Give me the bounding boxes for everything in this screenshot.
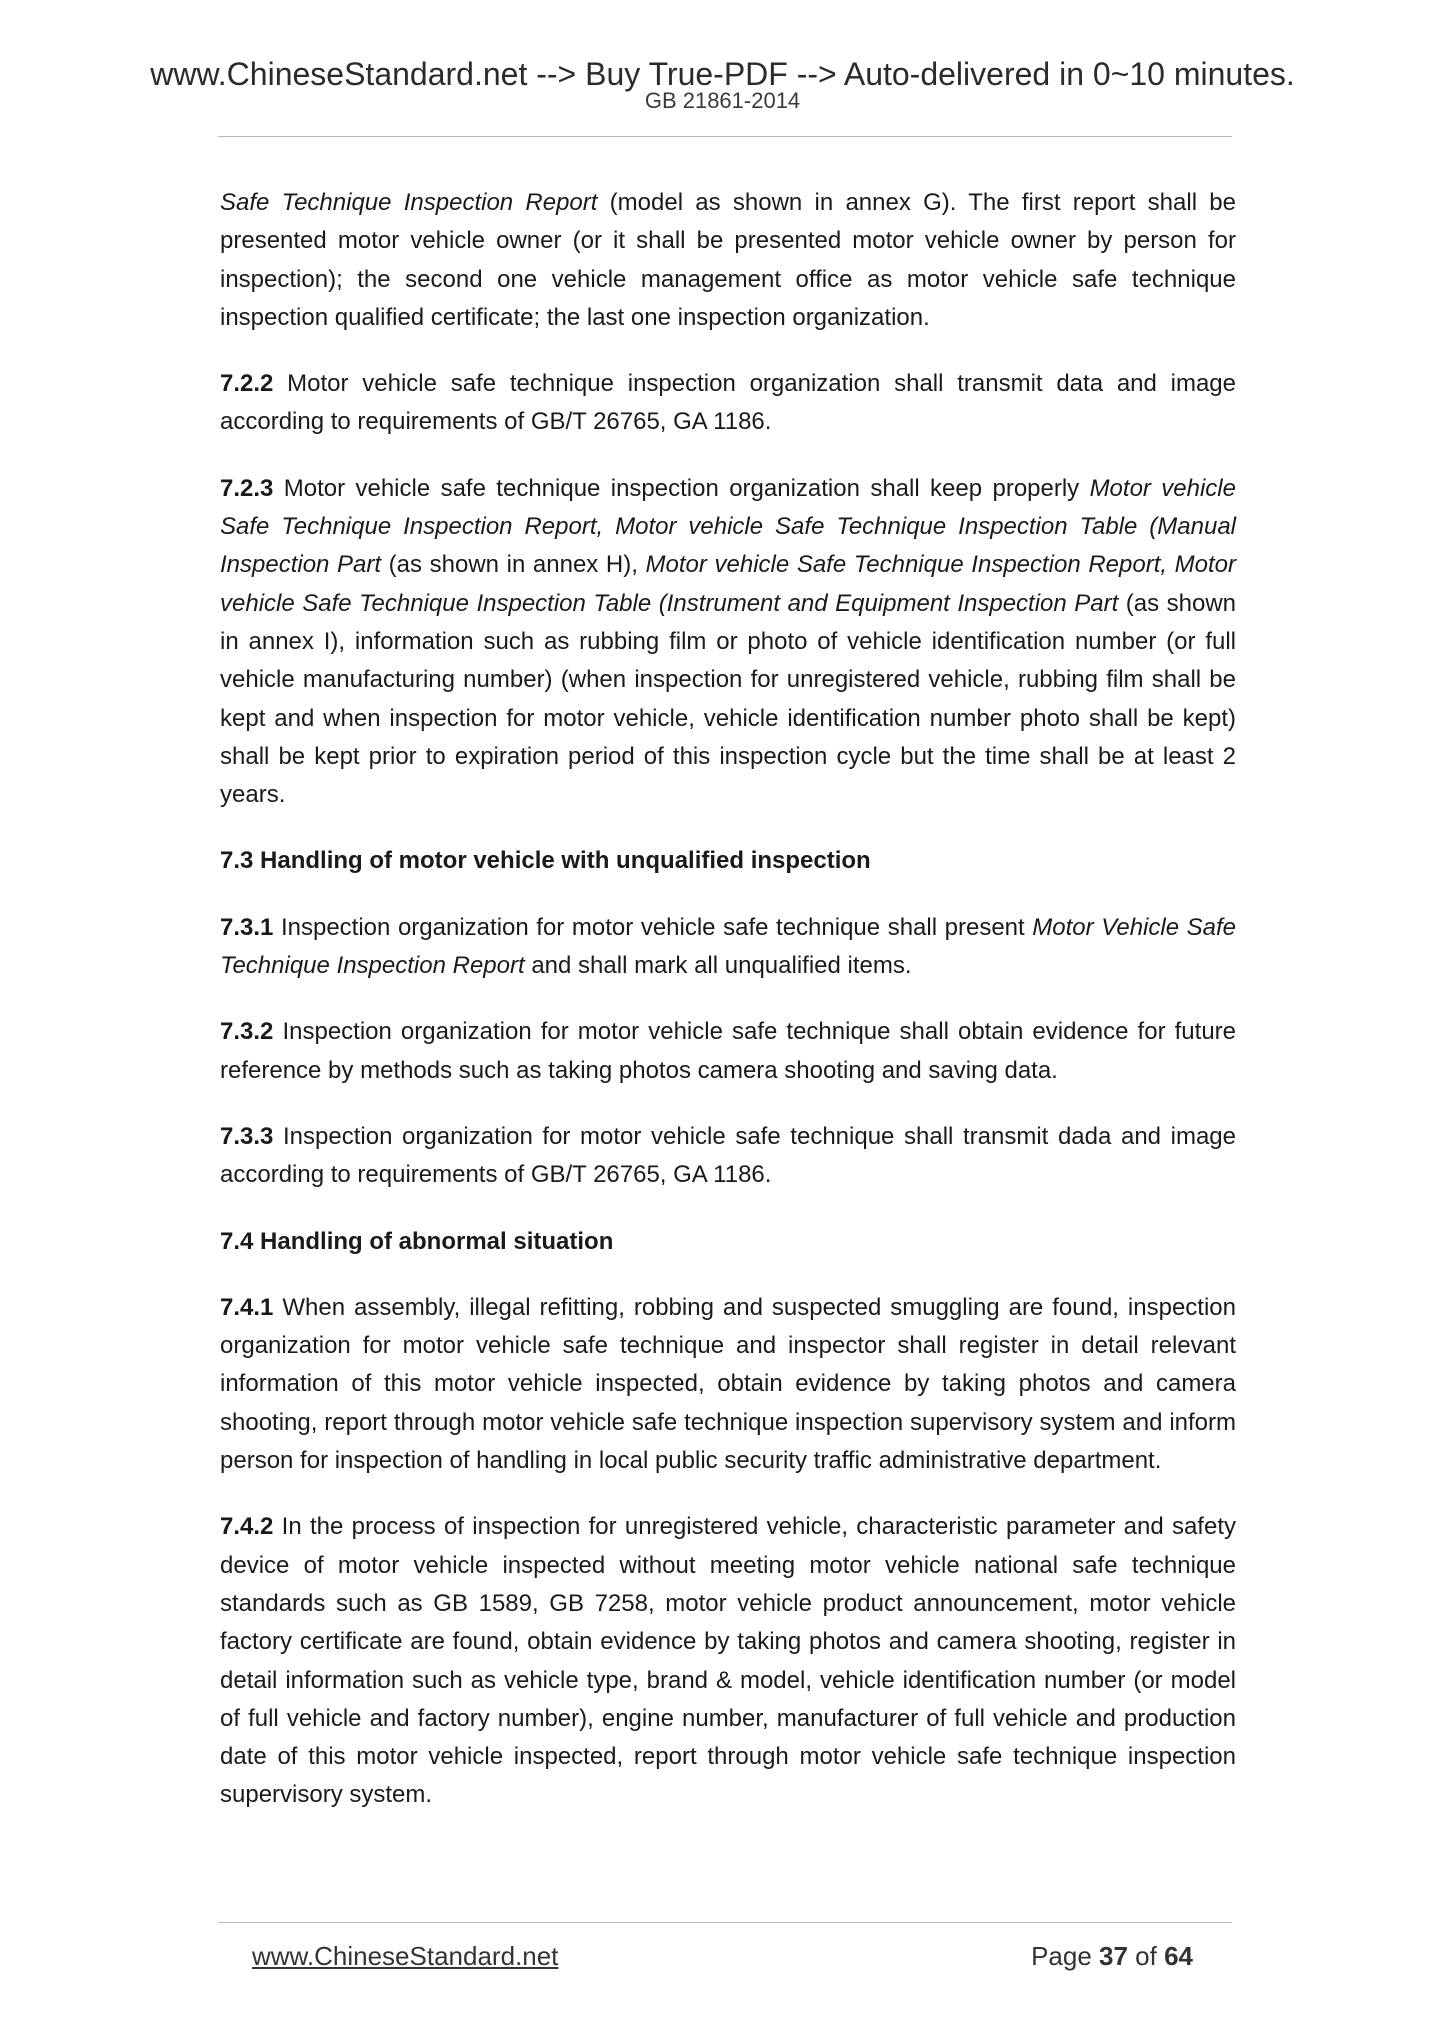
paragraph-text: When assembly, illegal refitting, robbing and suspected smuggling are found, inspection organization for motor vehicle safe technique and inspector shall register in detail relevant information of this motor vehicle inspected, obtain evidence by taking photos and camera shooting, report through motor vehicle safe technique inspection supervisory system and inform person for inspection of handling in local public security traffic administrative department. bbox=[220, 1293, 1236, 1475]
paragraph-text: In the process of inspection for unregistered vehicle, characteristic parameter and safety device of motor vehicle inspected without meeting motor vehicle national safe technique standards such as GB 1589, GB 7258, motor vehicle product announcement, motor vehicle factory certificate are found, obtain evidence by taking photos and camera shooting, register in detail information such as vehicle type, brand & model, vehicle identification number (or model of full vehicle and factory number), engine number, manufacturer of full vehicle and production date of this motor vehicle inspected, report through motor vehicle safe technique inspection supervisory system. bbox=[220, 1513, 1236, 1809]
clause-number: 7.3.2 bbox=[220, 1018, 274, 1046]
clause-7-4-2 bbox=[220, 1508, 1236, 1814]
footer-divider bbox=[218, 1922, 1232, 1923]
paragraph-text: (as shown in annex H), bbox=[381, 551, 646, 579]
header-divider bbox=[218, 136, 1232, 137]
clause-number: 7.4.1 bbox=[220, 1293, 274, 1321]
page-total: 64 bbox=[1164, 1941, 1193, 1971]
clause-7-3-1 bbox=[220, 909, 1236, 986]
clause-7-3-2 bbox=[220, 1013, 1236, 1090]
footer-site-link[interactable]: www.ChineseStandard.net bbox=[252, 1941, 559, 1971]
paragraph-text: Motor vehicle safe technique inspection organization shall keep properly bbox=[273, 474, 1090, 502]
report-title-italic: Motor Vehicle Safe Technique Inspection Report bbox=[220, 913, 1237, 980]
report-title-italic: Motor vehicle Safe Technique Inspection Report, Motor vehicle Safe Technique Inspection Table (Manual Inspection Part bbox=[220, 474, 1236, 579]
paragraph-text: (as shown in annex I), information such as rubbing film or photo of vehicle identification number (or full vehicle manufacturing number) (when inspection for unregistered vehicle, rubbing film shall be kept and when inspection for motor vehicle, vehicle identification number photo shall be kept) shall be kept prior to expiration period of this inspection cycle but the time shall be at least 2 years. bbox=[220, 589, 1236, 809]
clause-number: 7.3.3 bbox=[220, 1122, 274, 1150]
report-title-italic: Safe Technique Inspection Report bbox=[220, 189, 598, 216]
page-indicator bbox=[1031, 1941, 1193, 1972]
clause-number: 7.4.2 bbox=[220, 1513, 274, 1541]
report-title-italic: Motor vehicle Safe Technique Inspection Report, Motor vehicle Safe Technique Inspection Table (Instrument and Equipment Inspection Part bbox=[220, 551, 1236, 617]
clause-number: 7.3.1 bbox=[220, 913, 274, 941]
clause-7-3-3 bbox=[220, 1118, 1236, 1195]
document-body bbox=[220, 184, 1236, 1843]
section-heading-7-4: 7.4 Handling of abnormal situation bbox=[220, 1227, 614, 1255]
page-prefix: Page bbox=[1031, 1941, 1100, 1971]
paragraph-text: Inspection organization for motor vehicle safe technique shall obtain evidence for future reference by methods such as taking photos camera shooting and saving data. bbox=[220, 1018, 1236, 1084]
paragraph-text: Motor vehicle safe technique inspection organization shall transmit data and image according to requirements of GB/T 26765, GA 1186. bbox=[220, 370, 1236, 436]
clause-number: 7.2.2 bbox=[220, 370, 274, 398]
document-number: GB 21861-2014 bbox=[644, 88, 801, 113]
paragraph-text: Inspection organization for motor vehicle safe technique shall present bbox=[273, 913, 1033, 941]
paragraph-text: and shall mark all unqualified items. bbox=[524, 952, 912, 980]
page-middle: of bbox=[1127, 1941, 1165, 1971]
section-heading-7-3: 7.3 Handling of motor vehicle with unqualified inspection bbox=[220, 847, 871, 875]
paragraph-intro bbox=[220, 184, 1236, 337]
clause-7-2-3 bbox=[220, 470, 1236, 815]
paragraph-text: (model as shown in annex G). The first report shall be presented motor vehicle owner (or it shall be presented motor vehicle owner by person for inspection); the second one vehicle management office as motor vehicle safe technique inspection qualified certificate; the last one inspection organization. bbox=[220, 189, 1236, 331]
site-banner: www.ChineseStandard.net --> Buy True-PDF --> Auto-delivered in 0~10 minutes. bbox=[150, 56, 1295, 92]
clause-7-4-1 bbox=[220, 1289, 1236, 1480]
clause-7-2-2 bbox=[220, 365, 1236, 442]
clause-number: 7.2.3 bbox=[220, 474, 274, 502]
paragraph-text: Inspection organization for motor vehicle safe technique shall transmit dada and image according to requirements of GB/T 26765, GA 1186. bbox=[220, 1122, 1236, 1189]
page-current: 37 bbox=[1099, 1941, 1128, 1971]
